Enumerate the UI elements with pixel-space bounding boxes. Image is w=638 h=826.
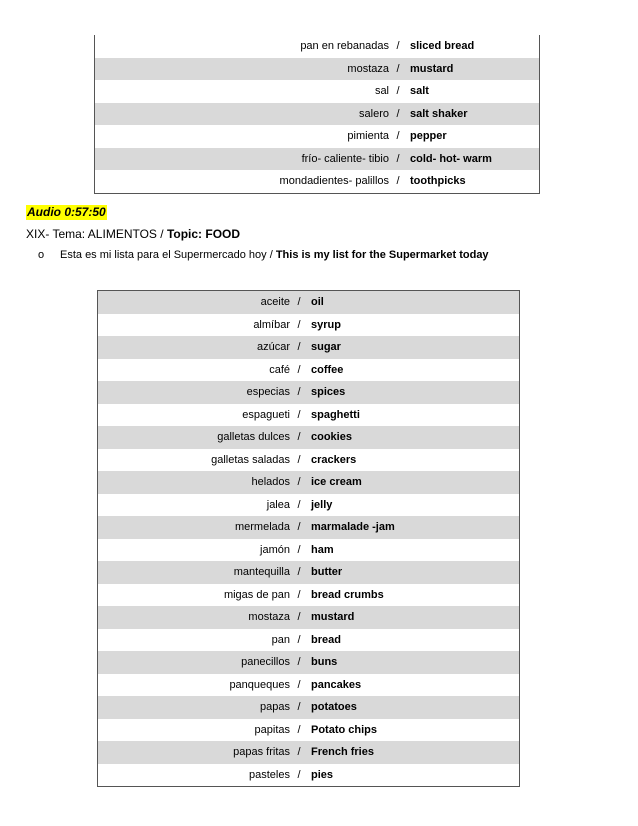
- spanish-term: migas de pan: [223, 588, 290, 601]
- separator: /: [292, 561, 306, 584]
- english-term: marmalade -jam: [306, 516, 520, 539]
- separator: /: [292, 741, 306, 764]
- section-prefix: XIX- Tema: ALIMENTOS /: [26, 227, 167, 241]
- separator: /: [297, 363, 301, 376]
- spanish-term: galletas dulces: [98, 426, 293, 449]
- english-term: French fries: [306, 741, 520, 764]
- table-row: [98, 606, 520, 629]
- separator: /: [297, 543, 301, 556]
- separator: /: [292, 606, 306, 629]
- spanish-term: panecillos: [98, 651, 293, 674]
- spanish-term: mostaza: [98, 606, 293, 629]
- spanish-term: almíbar: [253, 318, 290, 331]
- table-row: [98, 674, 520, 697]
- table-row: [98, 764, 520, 787]
- english-term: toothpicks: [410, 175, 466, 187]
- english-term: bread: [311, 633, 341, 646]
- english-term: Potato chips: [311, 723, 378, 736]
- spanish-term: pan en rebanadas: [300, 40, 389, 52]
- english-term: mustard: [405, 58, 540, 81]
- separator: /: [396, 40, 400, 52]
- spanish-term: papas: [98, 696, 293, 719]
- english-term: pepper: [410, 130, 447, 142]
- table-row: [98, 314, 520, 337]
- table-row: [95, 170, 540, 193]
- vocab-table-1: [94, 35, 540, 194]
- english-term: oil: [306, 291, 520, 314]
- spanish-term: mondadientes- palillos: [279, 175, 389, 187]
- separator: /: [297, 408, 301, 421]
- table-row: [98, 426, 520, 449]
- table-row: [98, 696, 520, 719]
- separator: /: [396, 85, 400, 97]
- english-term: cookies: [306, 426, 520, 449]
- table-row: [98, 494, 520, 517]
- section-heading: [26, 227, 240, 242]
- table-row: [98, 381, 520, 404]
- english-term: mustard: [306, 606, 520, 629]
- table-row: [98, 336, 520, 359]
- english-term: coffee: [311, 363, 344, 376]
- separator: /: [292, 291, 306, 314]
- separator: /: [292, 516, 306, 539]
- english-term: sliced bread: [410, 40, 475, 52]
- english-term: butter: [306, 561, 520, 584]
- spanish-term: pimienta: [347, 130, 389, 142]
- table-row: [98, 629, 520, 652]
- table-row: [95, 148, 540, 171]
- separator: /: [391, 148, 405, 171]
- spanish-term: galletas saladas: [211, 453, 290, 466]
- english-term: spaghetti: [311, 408, 360, 421]
- spanish-term: pan: [271, 633, 290, 646]
- section-topic: Topic: FOOD: [166, 227, 241, 241]
- spanish-term: especias: [98, 381, 293, 404]
- english-term: potatoes: [306, 696, 520, 719]
- bullet-text-es: Esta es mi lista para el Supermercado hoy /: [60, 249, 276, 261]
- english-term: sugar: [306, 336, 520, 359]
- spanish-term: jamón: [260, 543, 290, 556]
- spanish-term: mostaza: [95, 58, 392, 81]
- spanish-term: mermelada: [98, 516, 293, 539]
- table-row: [98, 516, 520, 539]
- english-term: pancakes: [311, 678, 362, 691]
- english-term: jelly: [311, 498, 333, 511]
- separator: /: [292, 696, 306, 719]
- spanish-term: salero: [95, 103, 392, 126]
- separator: /: [391, 103, 405, 126]
- spanish-term: café: [269, 363, 290, 376]
- table-row: [98, 584, 520, 607]
- spanish-term: papitas: [254, 723, 290, 736]
- spanish-term: pasteles: [249, 768, 290, 781]
- spanish-term: aceite: [98, 291, 293, 314]
- spanish-term: frío- caliente- tibio: [95, 148, 392, 171]
- vocab-table-2: [97, 290, 520, 787]
- english-term: ice cream: [306, 471, 520, 494]
- list-intro-bullet: [38, 248, 489, 263]
- table-row: [98, 359, 520, 382]
- audio-timestamp: Audio 0:57:50: [27, 205, 106, 219]
- separator: /: [292, 336, 306, 359]
- table-row: [95, 103, 540, 126]
- english-term: pies: [311, 768, 334, 781]
- table-row: [95, 125, 540, 148]
- table-row: [98, 719, 520, 742]
- table-row: [95, 35, 540, 58]
- separator: /: [297, 498, 301, 511]
- separator: /: [297, 453, 301, 466]
- separator: /: [297, 588, 301, 601]
- separator: /: [396, 175, 400, 187]
- spanish-term: papas fritas: [98, 741, 293, 764]
- bullet-marker: o: [38, 249, 45, 261]
- english-term: spices: [306, 381, 520, 404]
- table-row: [95, 58, 540, 81]
- separator: /: [297, 633, 301, 646]
- table-row: [98, 404, 520, 427]
- table-row: [98, 741, 520, 764]
- spanish-term: panqueques: [229, 678, 290, 691]
- separator: /: [297, 723, 301, 736]
- table-row: [98, 471, 520, 494]
- spanish-term: sal: [374, 85, 389, 97]
- english-term: bread crumbs: [311, 588, 384, 601]
- spanish-term: helados: [98, 471, 293, 494]
- table-row: [98, 651, 520, 674]
- table-row: [98, 291, 520, 314]
- english-term: salt: [410, 85, 429, 97]
- separator: /: [292, 471, 306, 494]
- table-row: [98, 561, 520, 584]
- separator: /: [297, 768, 301, 781]
- separator: /: [292, 426, 306, 449]
- spanish-term: azúcar: [98, 336, 293, 359]
- spanish-term: jalea: [266, 498, 290, 511]
- separator: /: [292, 651, 306, 674]
- english-term: crackers: [311, 453, 357, 466]
- separator: /: [297, 678, 301, 691]
- spanish-term: mantequilla: [98, 561, 293, 584]
- table-row: [98, 449, 520, 472]
- english-term: buns: [306, 651, 520, 674]
- table-row: [95, 80, 540, 103]
- english-term: cold- hot- warm: [405, 148, 540, 171]
- separator: /: [297, 318, 301, 331]
- spanish-term: espagueti: [242, 408, 290, 421]
- table-row: [98, 539, 520, 562]
- separator: /: [292, 381, 306, 404]
- english-term: ham: [311, 543, 334, 556]
- separator: /: [391, 58, 405, 81]
- separator: /: [396, 130, 400, 142]
- english-term: salt shaker: [405, 103, 540, 126]
- bullet-text-en: This is my list for the Supermarket today: [275, 249, 489, 261]
- english-term: syrup: [311, 318, 341, 331]
